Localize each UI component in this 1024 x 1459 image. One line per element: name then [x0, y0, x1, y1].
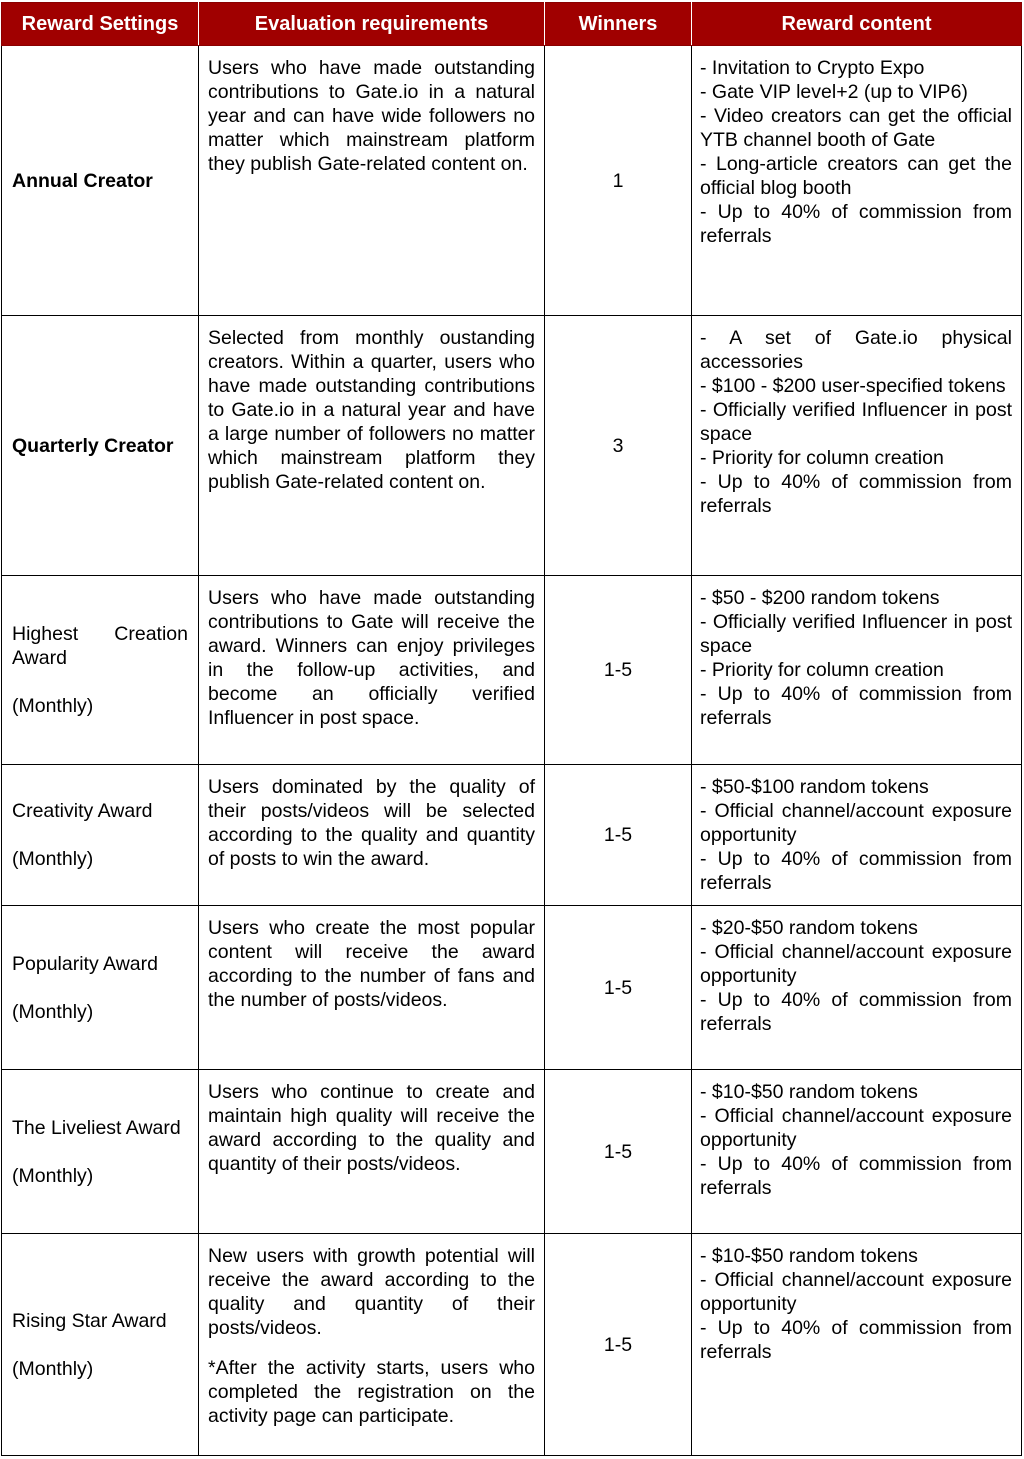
table-row — [2, 316, 1022, 576]
evaluation-text: Users who have made outstanding contributions to Gate.io in a natural year and can have wide followers no matter which mainstream platform they publish Gate-related content on. — [208, 57, 535, 175]
reward-setting-cell — [2, 1234, 199, 1456]
reward-period: (Monthly) — [12, 1164, 94, 1187]
reward-line: - $50 - $200 random tokens — [700, 587, 940, 609]
header-winners: Winners — [545, 3, 692, 46]
evaluation-text: Selected from monthly oustanding creators. Within a quarter, users who have made outstanding contributions to Gate.io in a natural year and have a large number of followers no matter which mainstream platform they publish Gate-related content on. — [208, 327, 535, 493]
reward-line: - $50-$100 random tokens — [700, 776, 929, 798]
reward-line: - Priority for column creation — [700, 447, 944, 469]
reward-line: - Official channel/account exposure opportunity — [700, 800, 1012, 846]
evaluation-text: Users who have made outstanding contributions to Gate will receive the award. Winners can enjoy privileges in the follow-up activities, and become an officially verified Influencer in post space. — [208, 587, 535, 729]
table-body — [2, 46, 1022, 1456]
reward-line: - A set of Gate.io physical accessories — [700, 327, 1012, 373]
reward-line: - Up to 40% of commission from referrals — [700, 1153, 1012, 1199]
winners-cell: 1-5 — [545, 765, 692, 906]
reward-line: - Long-article creators can get the official blog booth — [700, 153, 1012, 199]
reward-line: - Official channel/account exposure opportunity — [700, 1105, 1012, 1151]
reward-line: - Up to 40% of commission from referrals — [700, 201, 1012, 247]
reward-name: Annual Creator — [12, 169, 153, 192]
evaluation-text: New users with growth potential will receive the award according to the quality and quantity of their posts/videos. — [208, 1245, 535, 1339]
reward-content-cell — [692, 765, 1022, 906]
table-row — [2, 1070, 1022, 1234]
reward-line: - Priority for column creation — [700, 659, 944, 681]
reward-line: - Up to 40% of commission from referrals — [700, 471, 1012, 517]
reward-line: - Invitation to Crypto Expo — [700, 57, 925, 79]
reward-content-cell — [692, 1070, 1022, 1234]
reward-name: The Liveliest Award — [12, 1116, 181, 1139]
reward-setting-cell — [2, 906, 199, 1070]
evaluation-cell — [199, 316, 545, 576]
reward-content-cell — [692, 46, 1022, 316]
reward-content-cell — [692, 316, 1022, 576]
evaluation-cell — [199, 906, 545, 1070]
header-reward-content: Reward content — [692, 3, 1022, 46]
evaluation-text: Users who create the most popular content will receive the award according to the number of fans and the number of posts/videos. — [208, 917, 535, 1011]
table-header — [2, 3, 1022, 46]
reward-line: - Up to 40% of commission from referrals — [700, 683, 1012, 729]
reward-line: - $10-$50 random tokens — [700, 1245, 918, 1267]
reward-name: Highest Creation Award — [12, 623, 188, 669]
reward-line: - Official channel/account exposure opportunity — [700, 941, 1012, 987]
reward-period: (Monthly) — [12, 848, 94, 870]
evaluation-text: Users dominated by the quality of their posts/videos will be selected according to the quality and quantity of posts to win the award. — [208, 776, 535, 870]
evaluation-text: Users who continue to create and maintain high quality will receive the award according to the quality and quantity of their posts/videos. — [208, 1081, 535, 1175]
table-row — [2, 46, 1022, 316]
reward-line: - Gate VIP level+2 (up to VIP6) — [700, 81, 968, 103]
reward-period: (Monthly) — [12, 695, 94, 717]
reward-line: - $100 - $200 user-specified tokens — [700, 375, 1006, 397]
reward-name: Rising Star Award — [12, 1309, 167, 1332]
reward-line: - Officially verified Influencer in post space — [700, 399, 1012, 445]
table-row — [2, 906, 1022, 1070]
table-row — [2, 1234, 1022, 1456]
table-row — [2, 765, 1022, 906]
reward-line: - Up to 40% of commission from referrals — [700, 1317, 1012, 1363]
reward-setting-cell — [2, 576, 199, 765]
reward-table — [1, 2, 1022, 1456]
reward-setting-cell — [2, 316, 199, 576]
winners-cell: 1-5 — [545, 576, 692, 765]
header-row — [2, 3, 1022, 46]
evaluation-cell — [199, 576, 545, 765]
header-evaluation-requirements: Evaluation requirements — [199, 3, 545, 46]
reward-line: - Video creators can get the official YTB channel booth of Gate — [700, 105, 1012, 151]
winners-cell: 1-5 — [545, 1070, 692, 1234]
reward-line: - $10-$50 random tokens — [700, 1081, 918, 1103]
reward-name: Quarterly Creator — [12, 434, 174, 457]
reward-period: (Monthly) — [12, 1000, 94, 1023]
evaluation-note: *After the activity starts, users who completed the registration on the activity page can participate. — [208, 1357, 535, 1427]
reward-line: - $20-$50 random tokens — [700, 917, 918, 939]
reward-content-cell — [692, 1234, 1022, 1456]
reward-content-cell — [692, 576, 1022, 765]
winners-cell: 3 — [545, 316, 692, 576]
table-row — [2, 576, 1022, 765]
reward-line: - Up to 40% of commission from referrals — [700, 989, 1012, 1035]
reward-content-cell — [692, 906, 1022, 1070]
reward-name: Creativity Award — [12, 800, 153, 822]
winners-cell: 1-5 — [545, 1234, 692, 1456]
winners-cell: 1-5 — [545, 906, 692, 1070]
header-reward-settings: Reward Settings — [2, 3, 199, 46]
evaluation-cell — [199, 765, 545, 906]
reward-name: Popularity Award — [12, 952, 158, 975]
reward-setting-cell — [2, 46, 199, 316]
evaluation-cell — [199, 46, 545, 316]
evaluation-cell — [199, 1070, 545, 1234]
reward-period: (Monthly) — [12, 1357, 94, 1380]
reward-line: - Officially verified Influencer in post space — [700, 611, 1012, 657]
winners-cell: 1 — [545, 46, 692, 316]
reward-line: - Up to 40% of commission from referrals — [700, 848, 1012, 894]
evaluation-cell — [199, 1234, 545, 1456]
reward-setting-cell — [2, 765, 199, 906]
reward-line: - Official channel/account exposure opportunity — [700, 1269, 1012, 1315]
reward-setting-cell — [2, 1070, 199, 1234]
